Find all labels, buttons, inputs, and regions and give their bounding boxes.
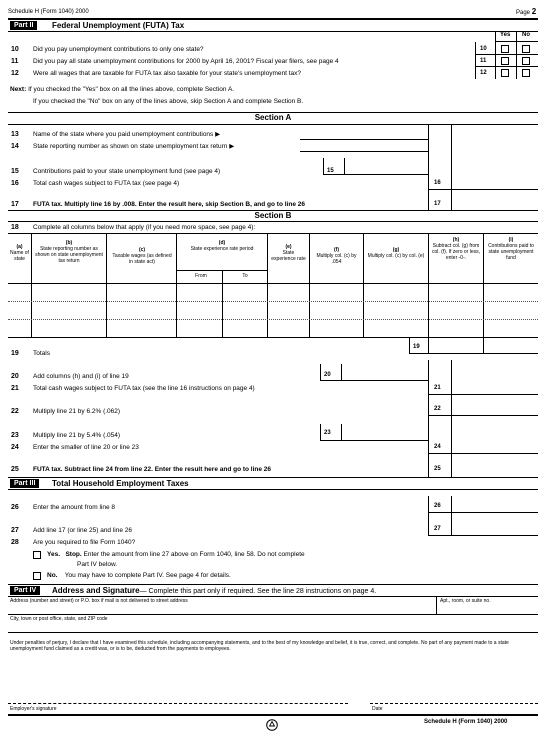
col-i-text: Contributions paid to state unemployment fund [488, 243, 534, 261]
sectionA-col-left [428, 124, 429, 210]
line-11-no-checkbox[interactable] [522, 57, 530, 65]
col-f-letter: (f) [334, 247, 339, 253]
part4-title-text: Address and Signature [52, 586, 140, 595]
col-e-letter: (e) [285, 244, 292, 250]
col-e-text: State experience rate [271, 250, 306, 262]
line-10-text: Did you pay unemployment contributions to only one state? [33, 46, 204, 53]
line-28-no-desc: You may have to complete Part IV. See page 4 for details. [64, 572, 231, 579]
line-10-yes-checkbox[interactable] [501, 45, 509, 53]
line-26-rule [428, 512, 538, 513]
date-field[interactable] [372, 688, 536, 702]
col-f-header [312, 247, 361, 265]
line-28-yes-desc-2: Part IV below. [77, 561, 118, 568]
colD-fromto-rule [176, 270, 267, 271]
col-h-letter: (h) [452, 237, 460, 243]
line-16-box: 16 [434, 180, 441, 186]
line-26-box: 26 [434, 503, 441, 509]
sectionB-row-2 [8, 319, 538, 320]
line-22-num: 22 [11, 408, 19, 415]
apt-col-sep [436, 596, 437, 614]
signature-field[interactable] [10, 688, 348, 702]
sectionA-title: Section A [254, 113, 292, 122]
line-23-box: 23 [324, 430, 331, 436]
line-28-num: 28 [11, 539, 19, 546]
line-27-rule [428, 535, 538, 536]
line-14-text: State reporting number as shown on state unemployment tax return ▶ [33, 143, 235, 150]
line-18-num: 18 [11, 224, 19, 231]
line-20-num: 20 [11, 373, 19, 380]
footer-rule [8, 714, 538, 716]
yes-col-header: Yes [500, 32, 511, 38]
sectionB-row-1 [8, 301, 538, 302]
line-28-yes-label: Yes. [47, 551, 61, 558]
line-10-box: 10 [480, 46, 487, 52]
line-15-box-left [323, 158, 324, 174]
part2-tag: Part II [10, 21, 37, 30]
line-12-text: Were all wages that are taxable for FUTA tax also taxable for your state's unemployment tax? [33, 70, 301, 77]
col-i-letter: (i) [508, 237, 514, 243]
col-c-text: Taxable wages (as defined in state act) [112, 253, 172, 265]
line-28-yes-desc: Enter the amount from line 27 above on Form 1040, line 58. Do not complete [83, 551, 305, 558]
line-28-no-text [47, 572, 231, 580]
date-line [370, 703, 538, 704]
line-15-rule [323, 174, 428, 175]
line-16-rule [428, 189, 538, 190]
no-col-left [516, 31, 517, 79]
line-28-stop-label: Stop. [65, 551, 82, 558]
line-13-entry [300, 139, 428, 140]
line-20-box-right [341, 364, 342, 380]
line-11-text: Did you pay all state unemployment contributions for 2000 by April 16, 2001? Fiscal year filers, see page 4 [33, 58, 339, 65]
line-11-rule [475, 66, 538, 67]
col-b-header [34, 240, 104, 264]
next-label: Next: [10, 86, 27, 93]
sectionB-title: Section B [254, 211, 292, 220]
perjury-statement: Under penalties of perjury, I declare that I have examined this schedule, including accompanying statements, and to the best of my knowledge and belief, it is true, correct, and complete. No part of any payment made to a state unemployment fund claimed as a credit was, or is to be, deducted from the payments to employees. [10, 640, 509, 652]
line-10-no-checkbox[interactable] [522, 45, 530, 53]
line-25-box: 25 [434, 466, 441, 472]
sectionA-title-rule [8, 124, 538, 125]
line-19-box-left [409, 337, 410, 353]
line-11-box: 11 [480, 58, 487, 64]
address-label: Address (number and street) or P.O. box if mail is not delivered to street address [10, 598, 188, 604]
part4-top-rule [8, 584, 538, 585]
line-27-box: 27 [434, 526, 441, 532]
next-instruction-2: If you checked the "No" box on any of the lines above, skip Section A and complete Section B. [33, 98, 304, 105]
page-label [516, 8, 536, 17]
line-17-num: 17 [11, 201, 19, 208]
form-header-left: Schedule H (Form 1040) 2000 [8, 9, 89, 15]
city-field[interactable] [10, 623, 536, 632]
col-g-header [367, 247, 425, 259]
line-20-box-left [320, 364, 321, 380]
part3-col-mid [451, 496, 452, 536]
line-21-box: 21 [434, 385, 441, 391]
footer-form-name: Schedule H (Form 1040) 2000 [424, 719, 508, 725]
col-a-text: Name of state [10, 250, 29, 262]
line-28-yes-text [47, 551, 305, 559]
signature-label: Employer's signature [10, 706, 57, 712]
line-23-num: 23 [11, 432, 19, 439]
line-12-box: 12 [480, 70, 487, 76]
col-d-text: State experience rate period [190, 246, 254, 252]
line-19-hi-rule [428, 353, 538, 354]
col-d-from: From [195, 273, 207, 279]
line-24-num: 24 [11, 444, 19, 451]
apt-label: Apt., room, or suite no. [440, 598, 491, 604]
col-c-header [110, 247, 174, 265]
line-28-text: Are you required to file Form 1040? [33, 539, 136, 546]
line-26-num: 26 [11, 504, 19, 511]
line-11-num: 11 [11, 58, 19, 65]
line-19-rule [409, 353, 428, 354]
line-10-num: 10 [11, 46, 19, 53]
col-d-to: To [242, 273, 248, 279]
yes-col-left [495, 31, 496, 79]
line-28-no-checkbox[interactable] [33, 572, 41, 580]
line-22-text: Multiply line 21 by 6.2% (.062) [33, 408, 121, 415]
line-23-rule [320, 440, 428, 441]
col-h-header [431, 237, 481, 261]
col-a-header [8, 244, 31, 262]
sectionB-header-bottom [8, 283, 538, 284]
colC-sep [106, 233, 107, 338]
line-13-num: 13 [11, 131, 19, 138]
line-16-num: 16 [11, 180, 19, 187]
line-25-text: FUTA tax. Subtract line 24 from line 22. Enter the result here and go to line 26 [33, 466, 272, 473]
line-box-col [475, 42, 476, 79]
sectionB-col-header-top [8, 233, 538, 234]
line-17-box: 17 [434, 201, 441, 207]
next-instruction-1 [10, 86, 234, 94]
sectionB-title-rule [8, 221, 538, 222]
line-11-yes-checkbox[interactable] [501, 57, 509, 65]
col-d-header [180, 240, 264, 252]
line-14-entry [300, 151, 428, 152]
line-19-text: Totals [33, 350, 50, 357]
line-10-rule [475, 54, 538, 55]
col-g-letter: (g) [392, 247, 400, 253]
sectionA-col-mid [451, 124, 452, 210]
line-14-num: 14 [11, 143, 19, 150]
line-25-num: 25 [11, 466, 19, 473]
yes-no-header-rule [495, 41, 538, 42]
line-24-text: Enter the smaller of line 20 or line 23 [33, 444, 139, 451]
line-21-num: 21 [11, 385, 19, 392]
colD-fromto-sep [222, 270, 223, 338]
recycle-icon [266, 718, 278, 730]
col-g-text: Multiply col. (c) by col. (e) [367, 253, 425, 259]
part4-subtitle: — Complete this part only if required. See the line 28 instructions on page 4. [139, 588, 377, 595]
colE-sep [267, 233, 268, 338]
col-b-text: State reporting number as shown on state unemployment tax return [35, 246, 103, 264]
colD-sep [176, 233, 177, 338]
line-12-num: 12 [11, 70, 19, 77]
col-f-text: Multiply col. (c) by .054 [316, 253, 357, 265]
city-label: City, town or post office, state, and ZIP code [10, 616, 108, 622]
address-rule [8, 614, 538, 615]
line-23-text: Multiply line 21 by 5.4% (.054) [33, 432, 121, 439]
line-19-num: 19 [11, 350, 19, 357]
line-15-text: Contributions paid to your state unemployment fund (see page 4) [33, 168, 221, 175]
part4-title-rule [8, 596, 538, 597]
line-23-box-left [320, 424, 321, 440]
part3-title-rule [8, 489, 538, 490]
line-24-rule [428, 453, 538, 454]
line-15-box: 15 [327, 168, 334, 174]
colB-sep [31, 233, 32, 338]
colH-sep [428, 233, 429, 353]
part3-col-left [428, 496, 429, 536]
col-b-letter: (b) [65, 240, 73, 246]
line-12-yes-checkbox[interactable] [501, 69, 509, 77]
sectionB-amount-col-mid [451, 360, 452, 478]
col-d-letter: (d) [218, 240, 226, 246]
line-21-rule [428, 394, 538, 395]
line-22-rule [428, 415, 538, 416]
line-17-text: FUTA tax. Multiply line 16 by .008. Enter the result here, skip Section B, and go to line 26 [33, 201, 305, 208]
line-21-text: Total cash wages subject to FUTA tax (see the line 16 instructions on page 4) [33, 385, 255, 392]
line-22-box: 22 [434, 406, 441, 412]
line-27-num: 27 [11, 527, 19, 534]
line-15-box-right [344, 158, 345, 174]
line-23-box-right [341, 424, 342, 440]
colI-sep [483, 233, 484, 338]
col-i-header [486, 237, 536, 261]
line-28-no-label: No. [47, 572, 58, 579]
city-rule [8, 632, 538, 633]
address-field[interactable] [10, 605, 430, 614]
col-c-letter: (c) [138, 247, 146, 253]
header-rule [8, 18, 538, 20]
part4-tag: Part IV [10, 586, 40, 595]
line-18-text: Complete all columns below that apply (if you need more space, see page 4): [33, 224, 256, 231]
line-20-text: Add columns (h) and (i) of line 19 [33, 373, 129, 380]
line-28-yes-checkbox[interactable] [33, 551, 41, 559]
part3-top-rule [8, 477, 538, 478]
line-20-box: 20 [324, 372, 331, 378]
part3-tag: Part III [10, 479, 39, 488]
line-15-num: 15 [11, 168, 19, 175]
col-e-header [270, 244, 307, 262]
sectionB-amount-col-left [428, 360, 429, 478]
part2-title: Federal Unemployment (FUTA) Tax [52, 21, 185, 30]
date-label: Date [372, 706, 383, 712]
part4-title [52, 586, 376, 596]
next-line-1-text: If you checked the "Yes" box on all the lines above, complete Section A. [28, 86, 235, 93]
line-19-col-i [483, 337, 484, 353]
part2-rule [8, 31, 538, 32]
page-number: 2 [531, 7, 537, 16]
line-24-box: 24 [434, 444, 441, 450]
col-a-letter: (a) [16, 244, 23, 250]
apt-field[interactable] [440, 605, 536, 614]
line-19-box: 19 [413, 344, 420, 350]
col-h-text: Subtract col. (g) from col. (f). If zero or less, enter -0-. [431, 243, 481, 261]
signature-line [8, 703, 348, 704]
line-20-rule [320, 380, 428, 381]
sectionB-table-bottom [8, 337, 538, 338]
line-27-text: Add line 17 (or line 25) and line 26 [33, 527, 133, 534]
line-16-text: Total cash wages subject to FUTA tax (see page 4) [33, 180, 180, 187]
page-label-text: Page [516, 10, 531, 16]
line-12-no-checkbox[interactable] [522, 69, 530, 77]
part3-title: Total Household Employment Taxes [52, 479, 189, 488]
colF-sep [309, 233, 310, 338]
line-26-text: Enter the amount from line 8 [33, 504, 116, 511]
no-col-header: No [522, 32, 530, 38]
colG-sep [363, 233, 364, 338]
line-13-text: Name of the state where you paid unemployment contributions ▶ [33, 131, 221, 138]
